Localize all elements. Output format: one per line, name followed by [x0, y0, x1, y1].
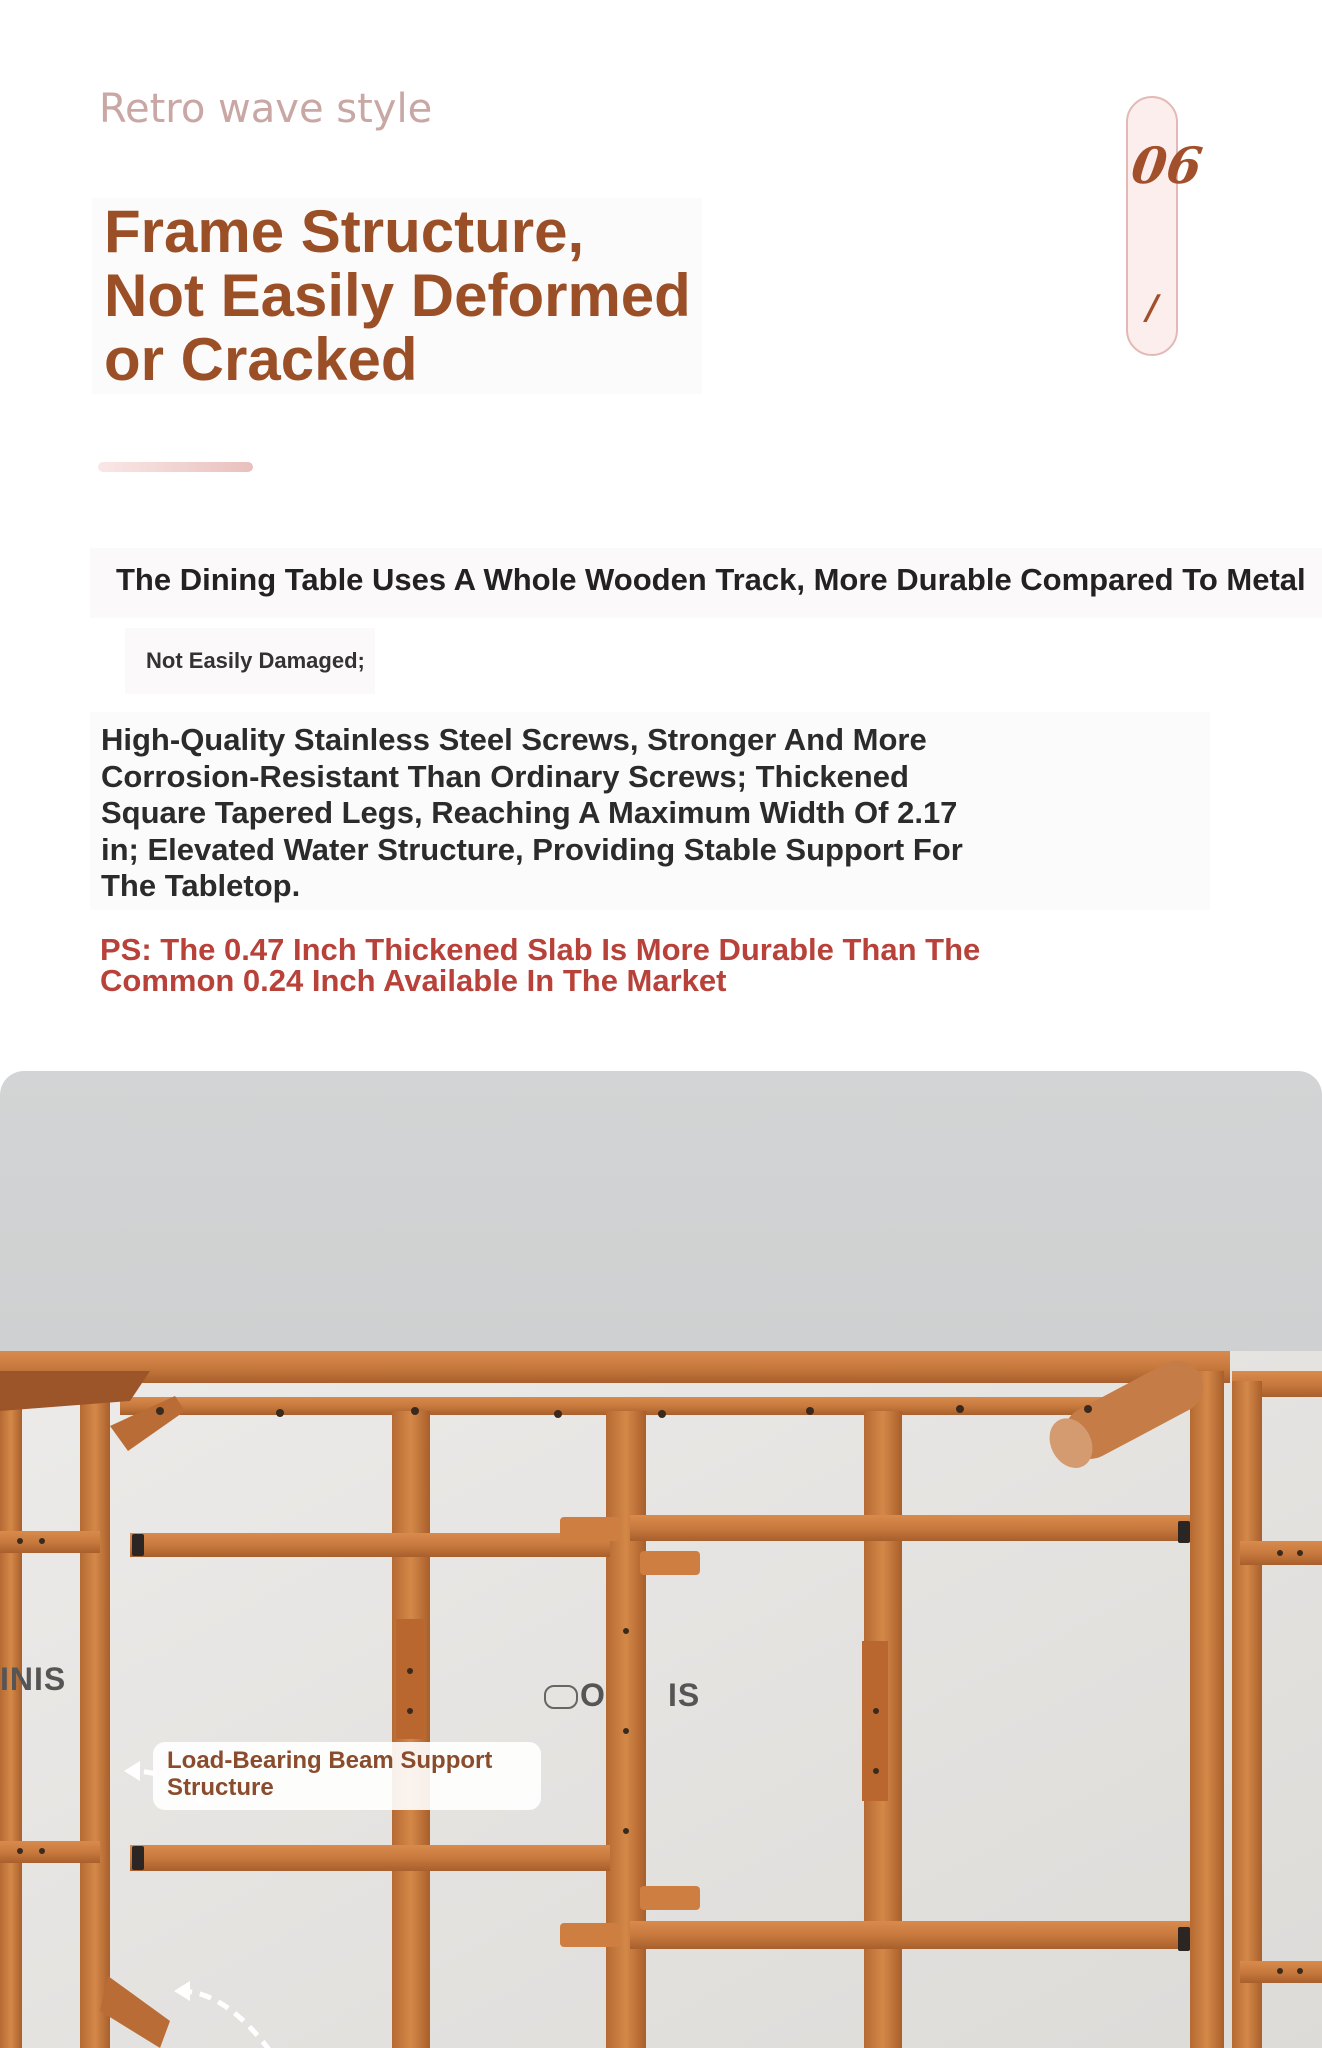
page-indicator [1126, 96, 1206, 356]
ps-line: PS: The 0.47 Inch Thickened Slab Is More Durable Than The [100, 932, 981, 967]
brand-logo-center-right: IS [668, 1677, 701, 1713]
callout-line: Structure [167, 1774, 274, 1801]
ps-line: Common 0.24 Inch Available In The Market [100, 963, 727, 998]
page-number: 06 [1127, 136, 1206, 195]
title-line-3: or Cracked [104, 326, 418, 393]
load-bearing-callout [153, 1742, 541, 1810]
feature-subheading: Not Easily Damaged; [146, 648, 365, 673]
callout-line: Load-Bearing Beam Support [167, 1747, 493, 1774]
page-slash: / [1145, 288, 1159, 328]
paragraph-line: Square Tapered Legs, Reaching A Maximum Width Of 2.17 [101, 795, 958, 830]
title-line-2: Not Easily Deformed [104, 262, 691, 329]
paragraph-line: High-Quality Stainless Steel Screws, Stronger And More [101, 722, 927, 757]
paragraph-line: in; Elevated Water Structure, Providing Stable Support For [101, 831, 963, 867]
table-frame-photo [0, 1071, 1322, 2048]
feature-paragraph [101, 722, 1001, 905]
ps-note [100, 934, 1060, 996]
brand-logo-mark [544, 1685, 578, 1709]
feature-heading: The Dining Table Uses A Whole Wooden Track, More Durable Compared To Metal [116, 562, 1306, 597]
brand-logo-center-left: O [580, 1677, 606, 1713]
paragraph-line: The Tabletop. [101, 868, 301, 903]
page-title [92, 198, 702, 394]
paragraph-line: Corrosion-Resistant Than Ordinary Screws; Thickened [101, 758, 909, 794]
brand-logo-left: INIS [0, 1661, 67, 1697]
title-line-1: Frame Structure, [104, 198, 585, 265]
section-subtitle: Retro wave style [99, 86, 433, 132]
table-frame-illustration [0, 1071, 1322, 2048]
divider [98, 462, 253, 472]
